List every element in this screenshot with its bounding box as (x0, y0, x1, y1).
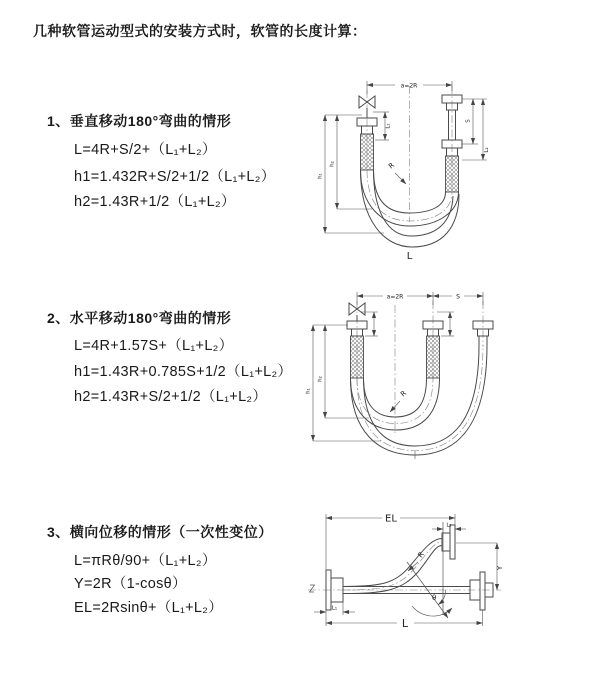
dimension-l2 (432, 523, 466, 530)
radius-callout (408, 550, 426, 571)
section3-heading: 3、横向位移的情形（一次性变位） (47, 524, 273, 540)
dim-label-el: EL (385, 513, 397, 525)
hose-u-bend-displaced (351, 345, 488, 459)
formula: L=4R+S/2+（L₁+L₂） (74, 142, 217, 158)
dim-label-l1: L₁ (331, 605, 338, 612)
dim-label-y: Y (496, 565, 504, 571)
dim-label-l1: L₁ (385, 123, 392, 129)
left-pipe-fitting (357, 118, 377, 170)
middle-pipe-fitting (423, 321, 443, 378)
dimension-s-l2 (462, 99, 490, 160)
dim-label-h2: h₂ (329, 161, 336, 167)
formula: h2=1.43R+S/2+1/2（L₁+L₂） (74, 389, 268, 405)
fitting-length-dims (361, 312, 454, 336)
formula: L=πRθ/90+（L₁+L₂） (74, 553, 217, 569)
formula: L=4R+1.57S+（L₁+L₂） (74, 338, 234, 354)
dim-label-l: L (401, 617, 409, 630)
label-radius: R (399, 389, 409, 399)
dim-label-l2: L₂ (484, 147, 490, 153)
dimension-el (326, 514, 455, 573)
centerlines (367, 86, 452, 222)
break-mark (310, 585, 315, 592)
displaced-hose (343, 522, 455, 594)
section1-heading: 1、垂直移动180°弯曲的情形 (47, 113, 232, 129)
radius-callout (387, 161, 406, 184)
dimension-h1-h2 (306, 325, 382, 441)
dim-label-a2r: a=2R (386, 293, 404, 301)
diagram-lateral-displacement (302, 502, 597, 657)
dim-label-l2: L₂ (446, 522, 452, 529)
original-position-pipe (343, 572, 493, 610)
label-radius: R (387, 161, 397, 171)
radius-callout (390, 389, 408, 412)
dimension-a2r-s (357, 292, 483, 305)
centerlines (357, 301, 483, 433)
theta-construction (407, 522, 452, 618)
formula: EL=2Rsinθ+（L₁+L₂） (74, 600, 224, 616)
formula: h2=1.43R+1/2（L₁+L₂） (74, 194, 236, 210)
dim-label-a2r: a=2R (400, 82, 418, 90)
label-length: L (406, 251, 413, 262)
dim-label-h1: h₁ (305, 388, 312, 394)
left-pipe-fitting (347, 321, 367, 378)
label-radius: R (416, 550, 426, 560)
dimension-l (326, 610, 483, 630)
section2-heading: 2、水平移动180°弯曲的情形 (47, 310, 232, 326)
formula: h1=1.432R+S/2+1/2（L₁+L₂） (74, 169, 276, 185)
diagram-vertical-180 (316, 70, 496, 262)
dim-label-h1: h₁ (317, 173, 324, 179)
label-theta: θ (432, 594, 437, 602)
dim-label-h2: h₂ (317, 376, 324, 382)
page-title: 几种软管运动型式的安装方式时，软管的长度计算： (33, 23, 367, 39)
right-pipe-fitting (442, 95, 462, 192)
formula: h1=1.43R+0.785S+1/2（L₁+L₂） (74, 364, 293, 380)
dim-label-s: S (456, 293, 460, 301)
dim-label-s: S (465, 119, 472, 123)
dimension-l1 (314, 602, 355, 615)
formula: Y=2R（1-cosθ） (74, 576, 187, 592)
diagram-horizontal-180 (303, 283, 503, 465)
